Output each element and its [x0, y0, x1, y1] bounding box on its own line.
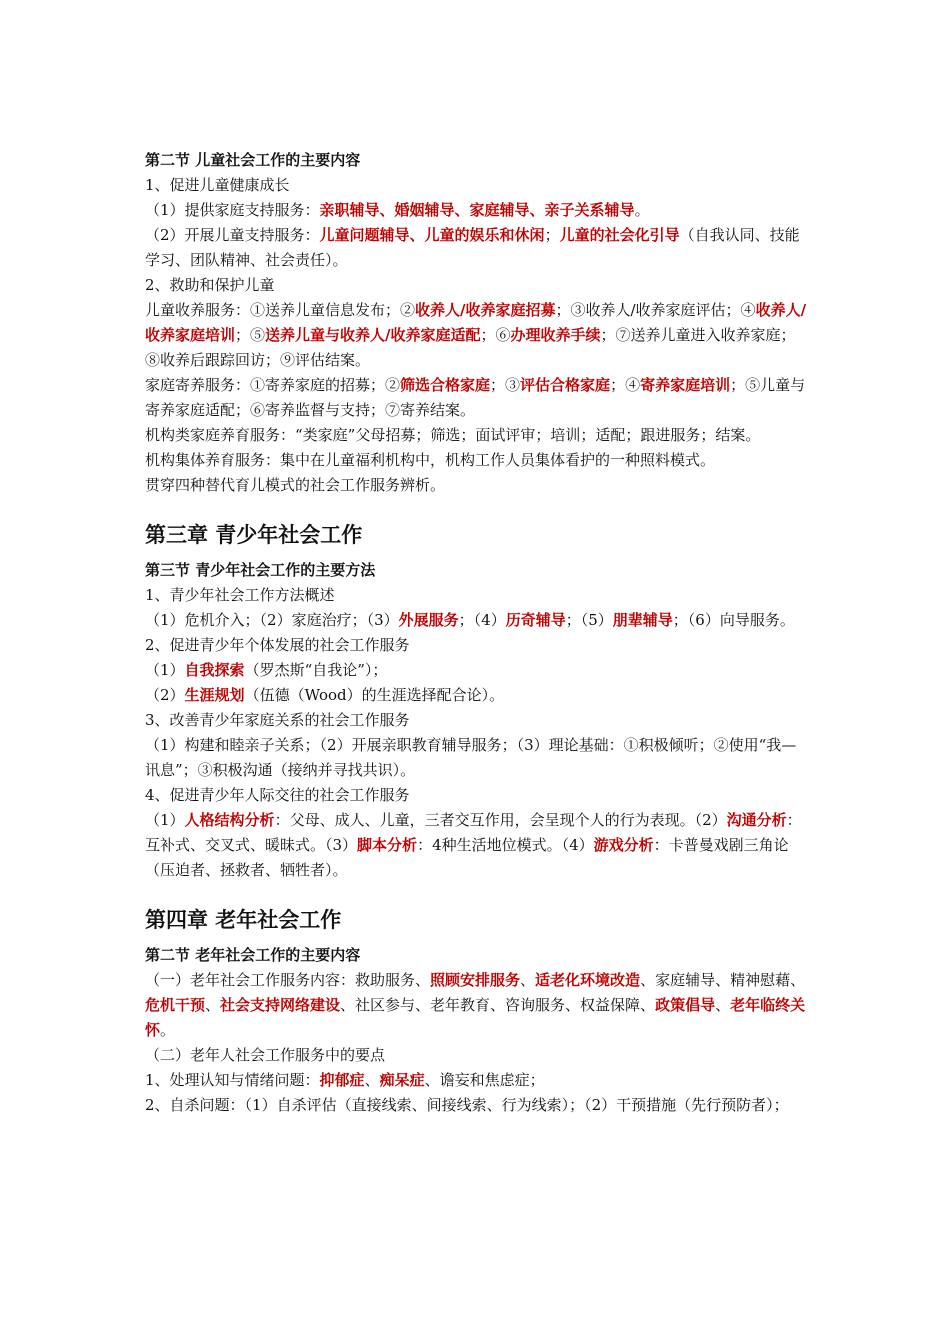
- highlight-text: 痴呆症: [379, 1071, 425, 1089]
- body-text: ：父母、成人、儿童，三者交互作用，会呈现个人的行为表现。（2）: [274, 811, 727, 829]
- body-text: （1）: [145, 661, 185, 679]
- body-text: 、: [715, 996, 731, 1014]
- body-text: ；（4）: [458, 611, 506, 629]
- highlight-text: 沟通分析: [726, 811, 787, 829]
- highlight-text: 评估合格家庭: [520, 376, 611, 394]
- highlight-text: 历奇辅导: [505, 611, 566, 629]
- highlight-text: 抑郁症: [319, 1071, 365, 1089]
- body-text: 机构集体养育服务：集中在儿童福利机构中，机构工作人员集体看护的一种照料模式。: [145, 451, 716, 469]
- body-text: （自我认同、技能学习、团队精神、社会责任）。: [145, 226, 800, 269]
- body-text: 。: [160, 1021, 176, 1039]
- body-text: （2）: [145, 686, 185, 704]
- body-text: 、家庭辅导、精神慰藉、: [640, 971, 806, 989]
- highlight-text: 危机干预: [145, 996, 206, 1014]
- body-text: ；⑦送养儿童进入收养家庭；⑧收养后跟踪回访；⑨评估结案。: [145, 326, 796, 369]
- highlight-text: 照顾安排服务: [430, 971, 521, 989]
- body-text: 机构类家庭养育服务：“类家庭”父母招募；筛选；面试评审；培训；适配；跟进服务；结案。: [145, 426, 761, 444]
- paragraph: [145, 373, 810, 423]
- body-text: 1、处理认知与情绪问题：: [145, 1071, 320, 1089]
- highlight-text: 社会支持网络建设: [220, 996, 341, 1014]
- highlight-text: 脚本分析: [357, 836, 418, 854]
- paragraph: [145, 733, 810, 783]
- body-text: ：卡普曼戏剧三角论（压迫者、拯救者、牺牲者）。: [145, 836, 789, 879]
- highlight-text: 老年临终关怀: [145, 996, 806, 1039]
- body-text: ；③: [490, 376, 521, 394]
- body-text: 。: [634, 201, 650, 219]
- body-text: 、谵妄和焦虑症；: [424, 1071, 545, 1089]
- body-text: ；③收养人/收养家庭评估；④: [555, 301, 756, 319]
- body-text: （伍德（Wood）的生涯选择配合论）。: [244, 686, 505, 704]
- paragraph: [145, 273, 810, 298]
- body-text: 贯穿四种替代育儿模式的社会工作服务辨析。: [145, 476, 446, 494]
- body-text: 1、青少年社会工作方法概述: [145, 586, 335, 604]
- body-text: （一）老年社会工作服务内容：救助服务、: [145, 971, 431, 989]
- paragraph: [145, 683, 810, 708]
- body-text: ；⑤儿童与寄养家庭适配；⑥寄养监督与支持；⑦寄养结案。: [145, 376, 806, 419]
- highlight-text: 办理收养手续: [510, 326, 601, 344]
- body-text: ：4种生活地位模式。（4）: [417, 836, 594, 854]
- body-text: 、: [205, 996, 221, 1014]
- paragraph: [145, 783, 810, 808]
- paragraph: [145, 633, 810, 658]
- body-text: （1）: [145, 811, 185, 829]
- body-text: 2、自杀问题：（1）自杀评估（直接线索、间接线索、行为线索）；（2）干预措施（先行预防者）；: [145, 1096, 789, 1114]
- highlight-text: 送养儿童与收养人/收养家庭适配: [265, 326, 481, 344]
- body-text: ；④: [610, 376, 641, 394]
- body-text: ；（5）: [565, 611, 613, 629]
- highlight-text: 游戏分析: [593, 836, 654, 854]
- body-text: 4、促进青少年人际交往的社会工作服务: [145, 786, 410, 804]
- body-text: 2、促进青少年个体发展的社会工作服务: [145, 636, 410, 654]
- highlight-text: 收养人/收养家庭培训: [145, 301, 807, 344]
- body-text: （1）危机介入；（2）家庭治疗；（3）: [145, 611, 399, 629]
- paragraph: [145, 223, 810, 273]
- body-text: ；⑤: [235, 326, 266, 344]
- paragraph: [145, 708, 810, 733]
- paragraph: [145, 423, 810, 448]
- body-text: （二）老年人社会工作服务中的要点: [145, 1046, 386, 1064]
- body-text: 、: [520, 971, 536, 989]
- section-heading: 第二节 儿童社会工作的主要内容: [145, 151, 361, 169]
- body-text: 3、改善青少年家庭关系的社会工作服务: [145, 711, 410, 729]
- body-text: ；（6）向导服务。: [672, 611, 795, 629]
- highlight-text: 政策倡导: [655, 996, 716, 1014]
- highlight-text: 外展服务: [398, 611, 459, 629]
- paragraph: [145, 298, 810, 373]
- highlight-text: 亲职辅导、婚姻辅导、家庭辅导、亲子关系辅导: [319, 201, 635, 219]
- paragraph: [145, 1093, 810, 1118]
- highlight-text: 适老化环境改造: [535, 971, 641, 989]
- paragraph: [145, 808, 810, 883]
- highlight-text: 筛选合格家庭: [400, 376, 491, 394]
- body-text: 1、促进儿童健康成长: [145, 176, 290, 194]
- document-page: [145, 148, 810, 1118]
- highlight-text: 儿童问题辅导、儿童的娱乐和休闲: [319, 226, 545, 244]
- highlight-text: 自我探索: [184, 661, 245, 679]
- paragraph: [145, 473, 810, 498]
- chapter-heading: 第四章 老年社会工作: [145, 908, 342, 932]
- highlight-text: 寄养家庭培训: [640, 376, 731, 394]
- body-text: ；⑥: [480, 326, 511, 344]
- paragraph: [145, 1043, 810, 1068]
- paragraph: [145, 173, 810, 198]
- body-text: 儿童收养服务：①送养儿童信息发布；②: [145, 301, 416, 319]
- body-text: （1）提供家庭支持服务：: [145, 201, 320, 219]
- body-text: 、社区参与、老年教育、咨询服务、权益保障、: [340, 996, 656, 1014]
- chapter-heading: 第三章 青少年社会工作: [145, 523, 363, 547]
- highlight-text: 儿童的社会化引导: [559, 226, 680, 244]
- paragraph: [145, 583, 810, 608]
- paragraph: [145, 608, 810, 633]
- highlight-text: 收养人/收养家庭招募: [415, 301, 556, 319]
- body-text: 、: [364, 1071, 380, 1089]
- paragraph: [145, 1068, 810, 1093]
- paragraph: [145, 658, 810, 683]
- section-heading: 第三节 青少年社会工作的主要方法: [145, 561, 376, 579]
- body-text: 家庭寄养服务：①寄养家庭的招募；②: [145, 376, 401, 394]
- paragraph: [145, 198, 810, 223]
- body-text: （1）构建和睦亲子关系；（2）开展亲职教育辅导服务；（3）理论基础：①积极倾听；②使用“我—讯息”；③积极沟通（接纳并寻找共识）。: [145, 736, 797, 779]
- body-text: ：互补式、交叉式、暖昧式。（3）: [145, 811, 802, 854]
- section-heading: 第二节 老年社会工作的主要内容: [145, 946, 361, 964]
- paragraph: [145, 448, 810, 473]
- body-text: （罗杰斯“自我论”）；: [244, 661, 388, 679]
- highlight-text: 生涯规划: [184, 686, 245, 704]
- body-text: （2）开展儿童支持服务：: [145, 226, 320, 244]
- highlight-text: 人格结构分析: [184, 811, 275, 829]
- highlight-text: 朋辈辅导: [612, 611, 673, 629]
- paragraph: [145, 968, 810, 1043]
- body-text: ；: [544, 226, 560, 244]
- body-text: 2、救助和保护儿童: [145, 276, 275, 294]
